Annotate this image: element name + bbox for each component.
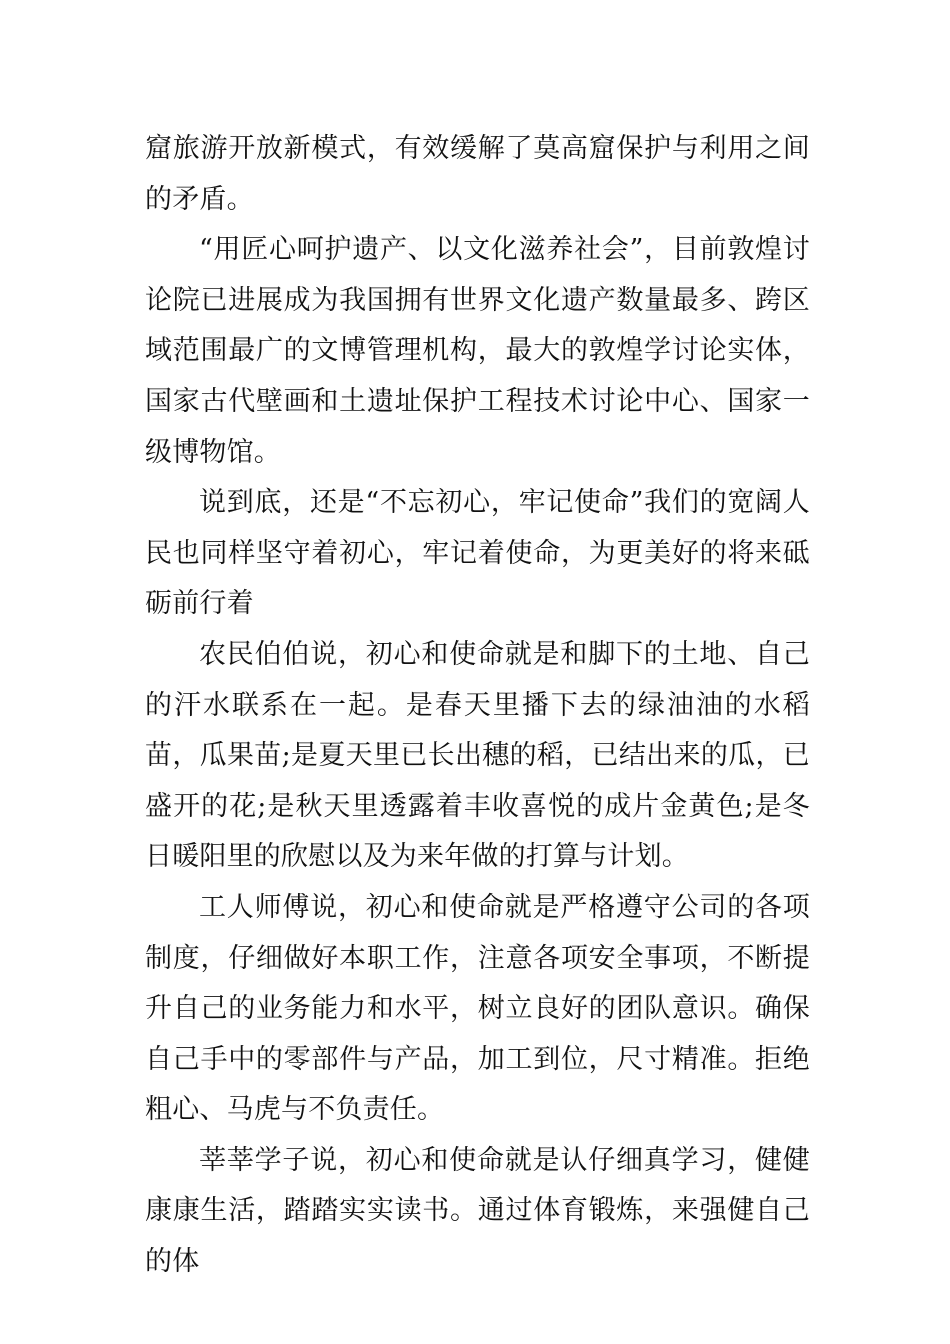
paragraph: “用匠心呵护遗产、以文化滋养社会”，目前敦煌讨论院已进展成为我国拥有世界文化遗产数量最多、跨区域范围最广的文博管理机构，最大的敦煌学讨论实体，国家古代壁画和土遗址保护工程技术讨论中心、国家一级博物馆。 — [145, 234, 810, 468]
paragraph: 莘莘学子说，初心和使命就是认仔细真学习，健健康康生活，踏踏实实读书。通过体育锻炼，来强健自己的体 — [145, 1144, 810, 1278]
paragraph: 说到底，还是“不忘初心，牢记使命”我们的宽阔人民也同样坚守着初心，牢记着使命，为更美好的将来砥砺前行着 — [145, 487, 810, 620]
paragraph: 窟旅游开放新模式，有效缓解了莫高窟保护与利用之间的矛盾。 — [145, 133, 810, 215]
paragraph: 农民伯伯说，初心和使命就是和脚下的土地、自己的汗水联系在一起。是春天里播下去的绿油油的水稻苗，瓜果苗;是夏天里已长出穗的稻，已结出来的瓜，已盛开的花;是秋天里透露着丰收喜悦的成片金黄色;是冬日暖阳里的欣慰以及为来年做的打算与计划。 — [145, 638, 810, 873]
document-body — [145, 124, 810, 1288]
paragraph: 工人师傅说，初心和使命就是严格遵守公司的各项制度，仔细做好本职工作，注意各项安全事项，不断提升自己的业务能力和水平，树立良好的团队意识。确保自己手中的零部件与产品，加工到位，尺寸精准。拒绝粗心、马虎与不负责任。 — [145, 891, 810, 1126]
